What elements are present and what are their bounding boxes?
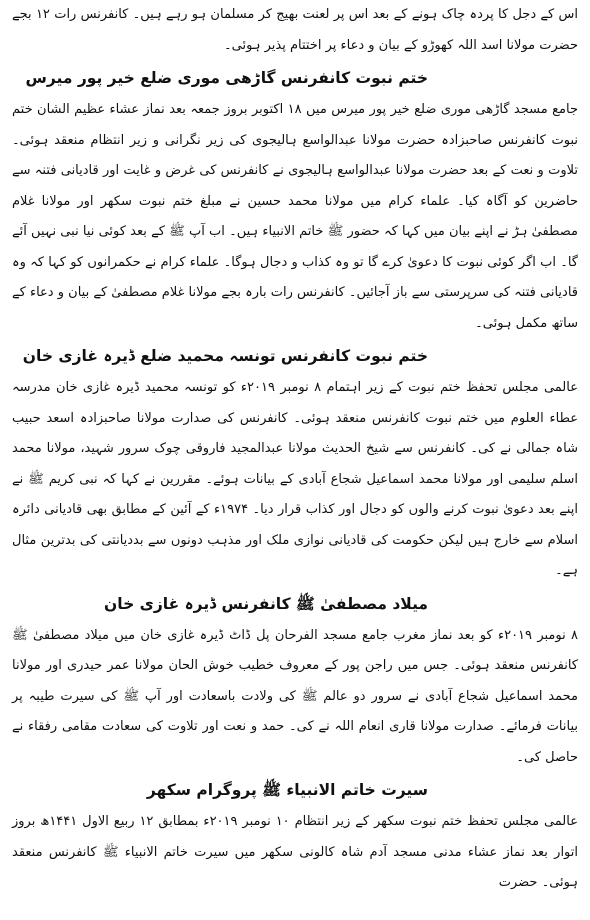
- intro-paragraph: اس کے دجل کا پردہ چاک ہونے کے بعد اس پر لعنت بھیج کر مسلمان ہو رہے ہیں۔ کانفرنس رات ۱۲ بجے حضرت مولانا اسد اللہ کھوڑو کے بیان و دعاء پر اختتام پذیر ہوئی۔: [12, 7, 578, 53]
- section-heading-garhi-mori: ختم نبوت کانفرنس گاڑھی موری ضلع خیر پور میرس: [25, 69, 428, 87]
- section-body-taunsa: عالمی مجلس تحفظ ختم نبوت کے زیر اہتمام ۸ نومبر ۲۰۱۹ء کو تونسہ محمید ڈیرہ غازی خان مدرسہ عطاء العلوم میں ختم نبوت کانفرنس منعقد ہوئی۔ کانفرنس کی صدارت مولانا صاحبزادہ اسعد حبیب شاہ جمالی نے کی۔ کانفرنس سے شیخ الحدیث مولانا عبدالمجید فاروقی چوک سرور شہید، مولانا محمد اسلم سلیمی اور مولانا محمد اسماعیل شجاع آبادی کے بیانات ہوئے۔ مقررین نے کہا کہ نبی کریم ﷺ نے اپنے بعد دعویٰ نبوت کرنے والوں کو دجال اور کذاب قرار دیا۔ ۱۹۷۴ء کے آئین کے مطابق بھی قادیانی دائرہ اسلام سے خارج ہیں لیکن حکومت کی قادیانی نوازی ملک اور مذہب دونوں سے بددیانتی کی بدترین مثال ہے۔: [12, 380, 578, 578]
- section-body-garhi-mori: جامع مسجد گاڑھی موری ضلع خیر پور میرس میں ۱۸ اکتوبر بروز جمعہ بعد نماز عشاء عظیم الشان ختم نبوت کانفرنس صاحبزادہ حضرت مولانا عبدالواسع ہالیجوی کی زیر نگرانی و زیر انتظام منعقد ہوئی۔ تلاوت و نعت کے بعد حضرت مولانا عبدالواسع ہالیجوی نے کانفرنس کی غرض و غایت اور قادیانی فتنہ سے حاضرین کو آگاہ کیا۔ علماء کرام میں مولانا محمد حسین نے مبلغ ختم نبوت سکھر اور مولانا غلام مصطفیٰ ہڑ نے اپنے بیان میں کہا کہ حضور ﷺ خاتم الانبیاء ہیں۔ اب آپ ﷺ کے بعد کوئی نیا نبی نہیں آئے گا۔ اب اگر کوئی نبوت کا دعویٰ کرے گا تو وہ کذاب و دجال ہوگا۔ علماء کرام نے حکمرانوں کو کہا کہ وہ قادیانی فتنہ کی سرپرستی سے باز آجائیں۔ کانفرنس رات بارہ بجے مولانا غلام مصطفیٰ کے بیان و دعاء کے ساتھ مکمل ہوئی۔: [12, 102, 578, 331]
- section-body-milad: ۸ نومبر ۲۰۱۹ء کو بعد نماز مغرب جامع مسجد الفرحان پل ڈاٹ ڈیرہ غازی خان میں میلاد مصطفیٰ ﷺ کانفرنس منعقد ہوئی۔ جس میں راجن پور کے معروف خطیب خوش الحان مولانا عمر حیدری اور مولانا محمد اسماعیل شجاع آبادی نے سرور دو عالم ﷺ کی ولادت باسعادت اور آپ ﷺ کی سیرت طیبہ پر بیانات فرمائے۔ صدارت مولانا قاری انعام اللہ نے کی۔ حمد و نعت اور تلاوت کی سعادت مقامی رفقاء نے حاصل کی۔: [12, 627, 578, 765]
- section-heading-seerat: سیرت خاتم الانبیاء ﷺ پروگرام سکھر: [146, 781, 428, 799]
- section-body-seerat: عالمی مجلس تحفظ ختم نبوت سکھر کے زیر انتظام ۱۰ نومبر ۲۰۱۹ء بمطابق ۱۲ ربیع الاول ۱۴۴۱ھ بروز اتوار بعد نماز عشاء مدنی مسجد آدم شاہ کالونی سکھر میں سیرت خاتم الانبیاء ﷺ کانفرنس منعقد ہوئی۔ حضرت: [12, 814, 578, 890]
- section-heading-taunsa: ختم نبوت کانفرنس تونسہ محمید ضلع ڈیرہ غازی خان: [22, 347, 428, 365]
- section-heading-milad: میلاد مصطفیٰ ﷺ کانفرنس ڈیرہ غازی خان: [104, 594, 428, 613]
